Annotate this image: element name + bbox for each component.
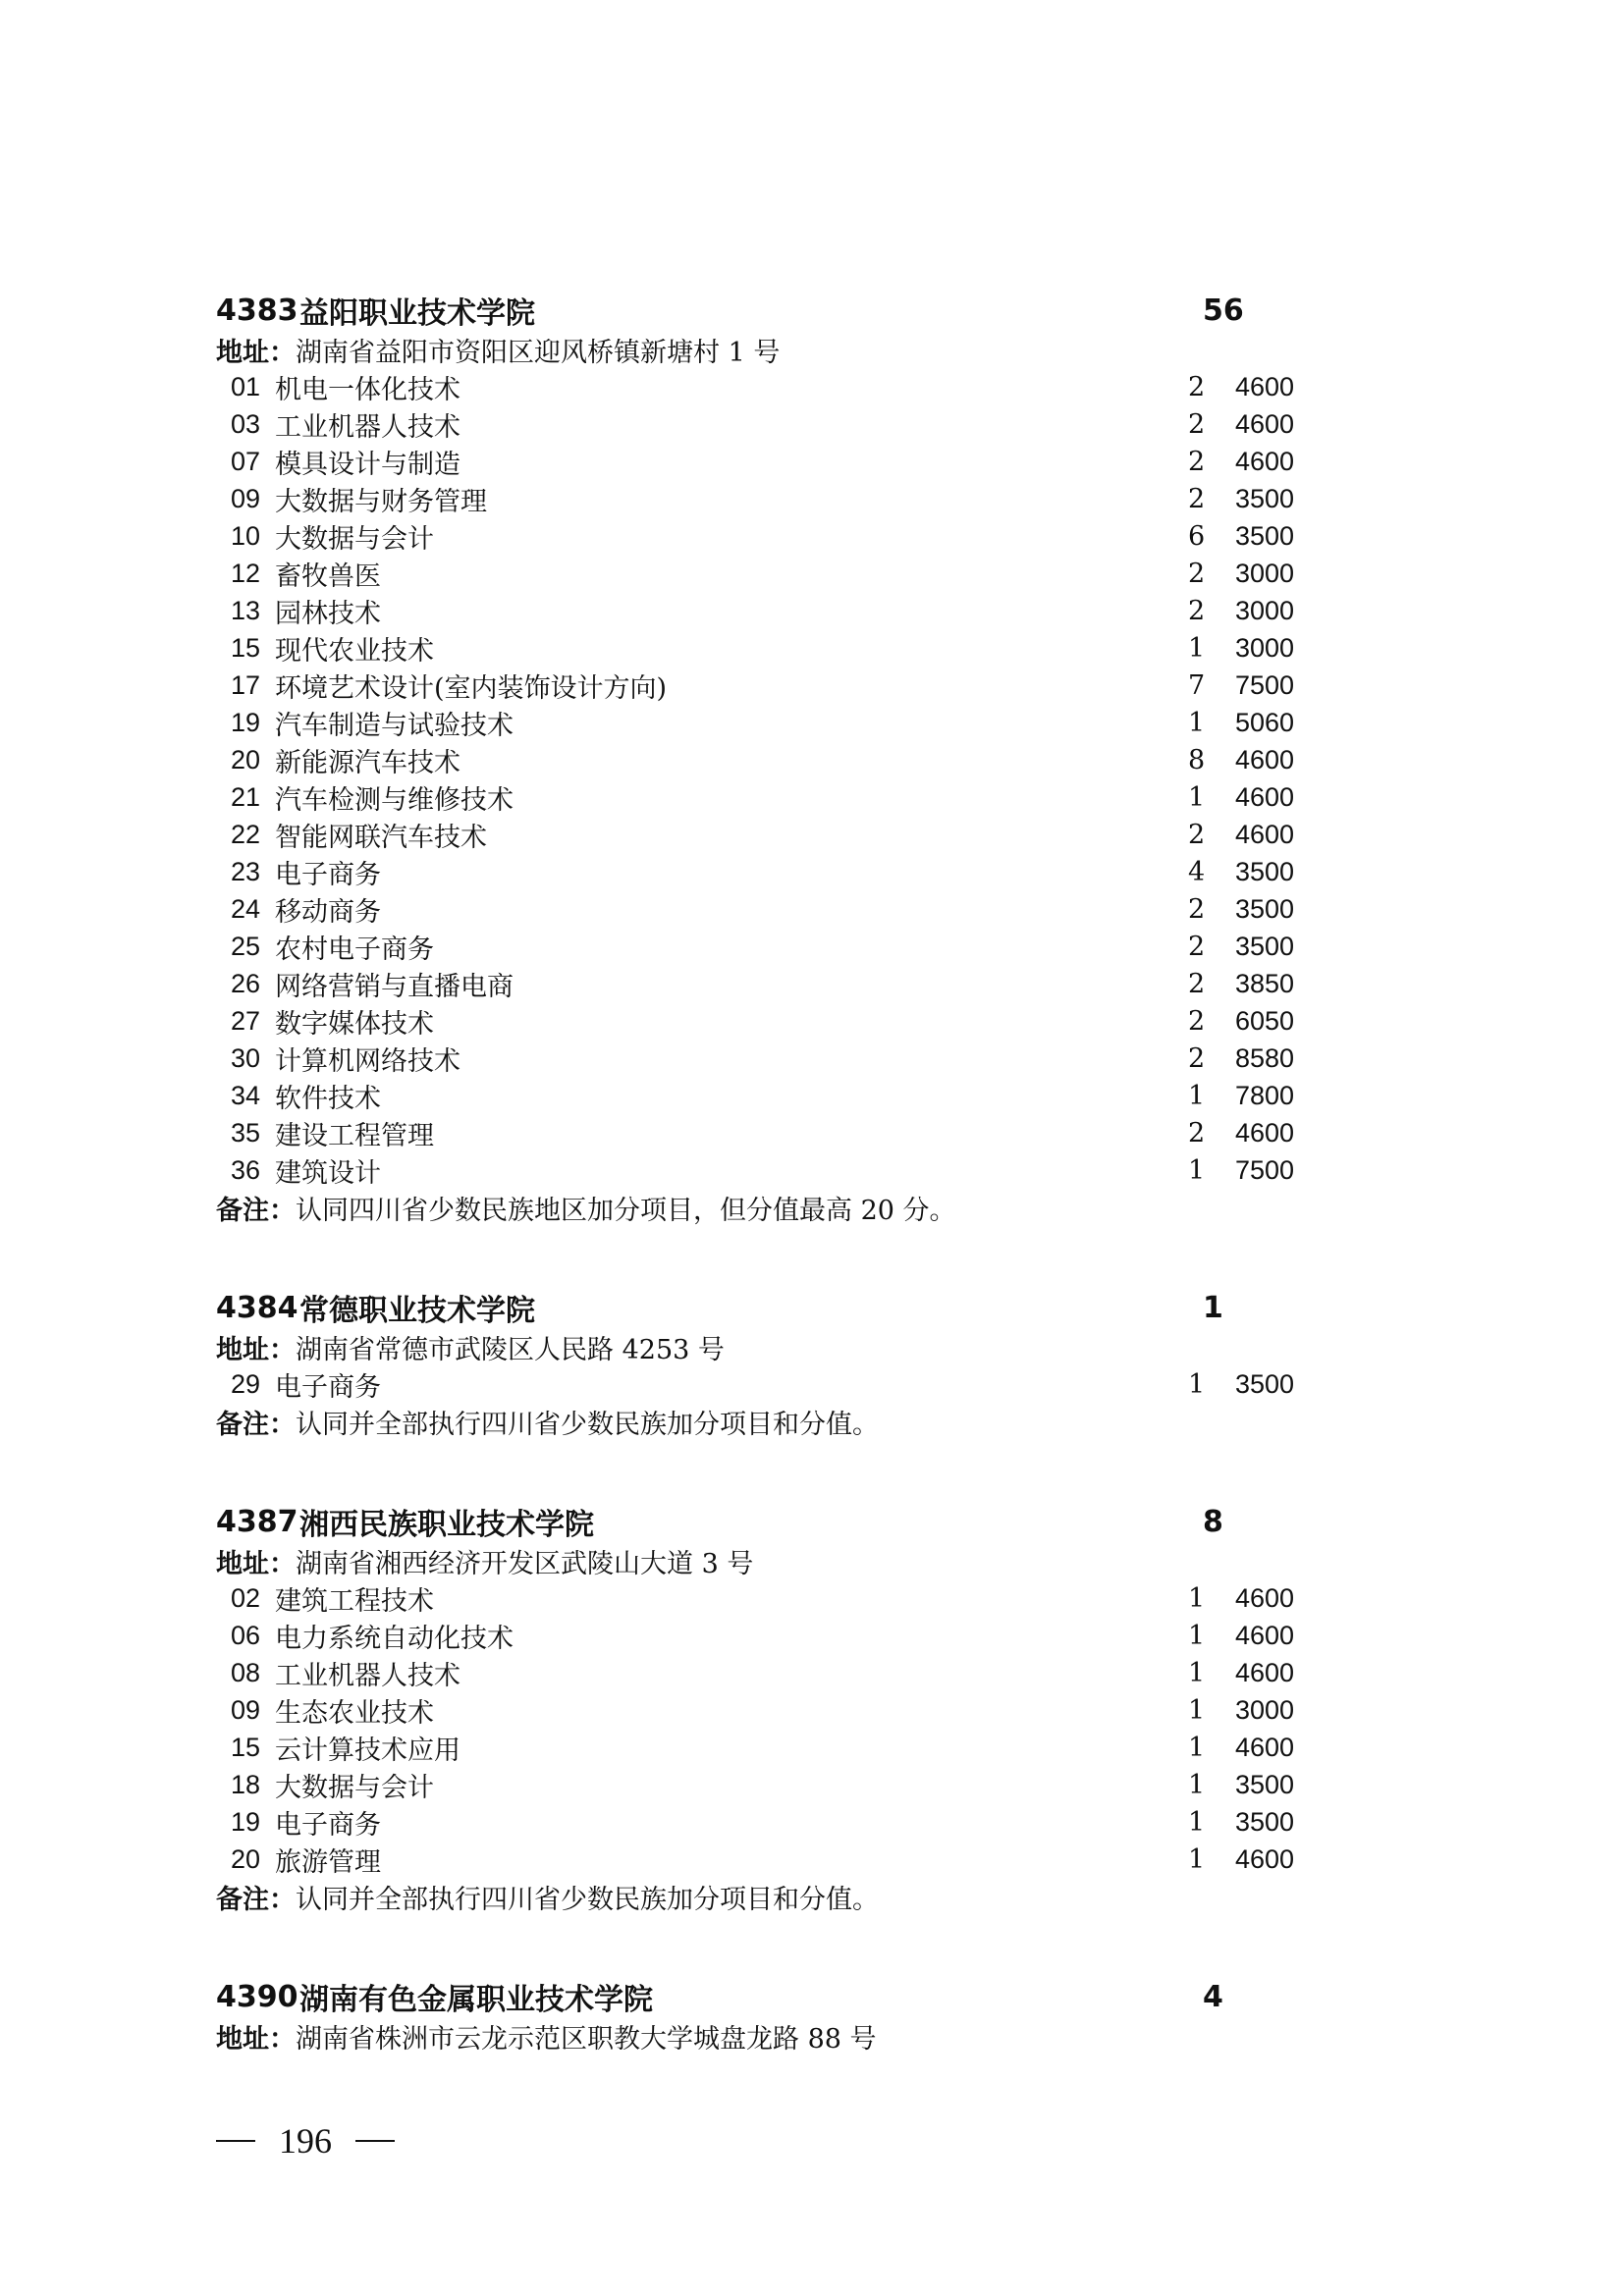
program-code: 23 (231, 856, 261, 886)
program-name: 畜牧兽医 (275, 561, 381, 592)
program-name: 环境艺术设计(室内装饰设计方向) (275, 672, 668, 704)
note-label: 备注： (216, 1195, 296, 1226)
institution-name: 湘西民族职业技术学院 (299, 1508, 594, 1542)
institution-header (216, 1287, 1345, 1328)
address-text: 湖南省湘西经济开发区武陵山大道 3 号 (296, 1548, 754, 1579)
address-label: 地址： (216, 1548, 296, 1579)
program-row (216, 1077, 1345, 1114)
program-name: 工业机器人技术 (275, 1660, 460, 1691)
institution-block (216, 290, 1345, 1226)
program-code: 27 (231, 1005, 261, 1036)
institution-code: 4390 (216, 1979, 298, 2014)
program-quota: 1 (1188, 1806, 1206, 1838)
program-row (216, 853, 1345, 890)
program-name: 建筑设计 (275, 1157, 381, 1189)
program-tuition: 3500 (1235, 893, 1295, 924)
program-tuition: 3500 (1235, 1368, 1295, 1399)
program-code: 10 (231, 520, 261, 551)
program-name: 云计算技术应用 (275, 1735, 460, 1766)
program-code: 22 (231, 819, 261, 849)
program-name: 建筑工程技术 (275, 1585, 434, 1617)
program-name: 工业机器人技术 (275, 411, 460, 443)
program-quota: 1 (1188, 1368, 1206, 1400)
program-row (216, 405, 1345, 443)
program-row (216, 1766, 1345, 1803)
program-tuition: 6050 (1235, 1005, 1295, 1036)
program-quota: 4 (1188, 856, 1206, 887)
program-quota: 6 (1188, 520, 1206, 552)
address-text: 湖南省益阳市资阳区迎风桥镇新塘村 1 号 (296, 337, 781, 368)
program-code: 29 (231, 1368, 261, 1399)
program-name: 电子商务 (275, 1371, 381, 1403)
program-name: 建设工程管理 (275, 1120, 434, 1151)
program-name: 旅游管理 (275, 1846, 381, 1878)
program-row (216, 443, 1345, 480)
program-name: 生态农业技术 (275, 1697, 434, 1729)
address-line (216, 2017, 1345, 2055)
address-label: 地址： (216, 1334, 296, 1365)
program-code: 36 (231, 1154, 261, 1185)
program-quota: 2 (1188, 446, 1206, 477)
program-quota: 1 (1188, 1843, 1206, 1875)
institution-total-quota: 4 (1203, 1979, 1223, 2014)
program-tuition: 3500 (1235, 1806, 1295, 1837)
program-tuition: 7800 (1235, 1080, 1295, 1110)
program-name: 电力系统自动化技术 (275, 1623, 514, 1654)
program-name: 汽车制造与试验技术 (275, 710, 514, 741)
program-tuition: 3500 (1235, 520, 1295, 551)
address-text: 湖南省常德市武陵区人民路 4253 号 (296, 1334, 725, 1365)
program-code: 19 (231, 707, 261, 737)
institution-total-quota: 56 (1203, 293, 1244, 328)
program-name: 计算机网络技术 (275, 1045, 460, 1077)
page-number: 196 (279, 2121, 332, 2161)
program-code: 15 (231, 1732, 261, 1762)
institution-name: 益阳职业技术学院 (299, 296, 535, 331)
program-quota: 1 (1188, 1732, 1206, 1763)
program-name: 智能网联汽车技术 (275, 822, 487, 853)
program-quota: 2 (1188, 1117, 1206, 1148)
program-name: 大数据与会计 (275, 1772, 434, 1803)
institution-header (216, 1976, 1345, 2017)
program-code: 09 (231, 483, 261, 513)
program-quota: 1 (1188, 781, 1206, 813)
program-quota: 1 (1188, 1582, 1206, 1614)
program-row (216, 368, 1345, 405)
program-row (216, 480, 1345, 517)
program-code: 26 (231, 968, 261, 998)
program-tuition: 3500 (1235, 483, 1295, 513)
note-text: 认同并全部执行四川省少数民族加分项目和分值。 (296, 1884, 879, 1915)
program-row (216, 1114, 1345, 1151)
program-code: 18 (231, 1769, 261, 1799)
address-line (216, 331, 1345, 368)
program-row (216, 1040, 1345, 1077)
program-name: 汽车检测与维修技术 (275, 784, 514, 816)
program-code: 06 (231, 1620, 261, 1650)
program-row (216, 704, 1345, 741)
program-name: 新能源汽车技术 (275, 747, 460, 778)
program-tuition: 5060 (1235, 707, 1295, 737)
program-name: 模具设计与制造 (275, 449, 460, 480)
program-row (216, 1691, 1345, 1729)
document-body (216, 290, 1345, 2115)
program-name: 数字媒体技术 (275, 1008, 434, 1040)
program-row (216, 928, 1345, 965)
footer-dash-left (216, 2140, 255, 2142)
program-quota: 8 (1188, 744, 1206, 775)
institution-name: 湖南有色金属职业技术学院 (299, 1983, 653, 2017)
institution-code: 4383 (216, 293, 298, 328)
program-row (216, 1579, 1345, 1617)
program-tuition: 8580 (1235, 1042, 1295, 1073)
program-code: 35 (231, 1117, 261, 1148)
program-tuition: 4600 (1235, 781, 1295, 812)
program-code: 20 (231, 744, 261, 774)
program-quota: 2 (1188, 1005, 1206, 1037)
program-code: 02 (231, 1582, 261, 1613)
program-quota: 1 (1188, 1154, 1206, 1186)
note-line (216, 1189, 1345, 1226)
program-row (216, 1151, 1345, 1189)
program-tuition: 7500 (1235, 1154, 1295, 1185)
program-tuition: 3850 (1235, 968, 1295, 998)
institution-block (216, 1976, 1345, 2055)
note-text: 认同并全部执行四川省少数民族加分项目和分值。 (296, 1409, 879, 1440)
note-label: 备注： (216, 1884, 296, 1915)
program-name: 大数据与会计 (275, 523, 434, 555)
program-tuition: 4600 (1235, 1732, 1295, 1762)
address-label: 地址： (216, 337, 296, 368)
program-row (216, 890, 1345, 928)
program-row (216, 1654, 1345, 1691)
program-row (216, 517, 1345, 555)
note-label: 备注： (216, 1409, 296, 1440)
program-code: 17 (231, 669, 261, 700)
program-quota: 2 (1188, 968, 1206, 999)
program-quota: 1 (1188, 1080, 1206, 1111)
program-tuition: 4600 (1235, 819, 1295, 849)
program-code: 20 (231, 1843, 261, 1874)
program-row (216, 778, 1345, 816)
program-tuition: 3000 (1235, 558, 1295, 588)
program-row (216, 965, 1345, 1002)
institution-name: 常德职业技术学院 (299, 1294, 535, 1328)
page-footer (216, 2120, 395, 2162)
program-name: 电子商务 (275, 859, 381, 890)
program-code: 07 (231, 446, 261, 476)
program-tuition: 7500 (1235, 669, 1295, 700)
program-tuition: 4600 (1235, 1582, 1295, 1613)
program-quota: 1 (1188, 1694, 1206, 1726)
program-quota: 1 (1188, 1620, 1206, 1651)
program-name: 园林技术 (275, 598, 381, 629)
program-tuition: 3500 (1235, 931, 1295, 961)
institution-total-quota: 1 (1203, 1290, 1223, 1325)
address-line (216, 1328, 1345, 1365)
program-name: 网络营销与直播电商 (275, 971, 514, 1002)
address-text: 湖南省株洲市云龙示范区职教大学城盘龙路 88 号 (296, 2023, 877, 2055)
institution-block (216, 1287, 1345, 1440)
program-tuition: 4600 (1235, 408, 1295, 439)
program-name: 农村电子商务 (275, 934, 434, 965)
program-code: 13 (231, 595, 261, 625)
note-text: 认同四川省少数民族地区加分项目，但分值最高 20 分。 (296, 1195, 956, 1226)
program-tuition: 4600 (1235, 371, 1295, 401)
program-row (216, 555, 1345, 592)
program-tuition: 4600 (1235, 446, 1295, 476)
program-code: 15 (231, 632, 261, 663)
program-name: 电子商务 (275, 1809, 381, 1841)
program-row (216, 816, 1345, 853)
program-code: 12 (231, 558, 261, 588)
program-code: 21 (231, 781, 261, 812)
program-quota: 2 (1188, 483, 1206, 514)
program-row (216, 1841, 1345, 1878)
program-row (216, 1803, 1345, 1841)
program-code: 34 (231, 1080, 261, 1110)
program-code: 30 (231, 1042, 261, 1073)
program-quota: 1 (1188, 632, 1206, 664)
program-quota: 2 (1188, 408, 1206, 440)
program-row (216, 741, 1345, 778)
program-quota: 2 (1188, 893, 1206, 925)
program-tuition: 3000 (1235, 595, 1295, 625)
program-tuition: 4600 (1235, 1117, 1295, 1148)
program-name: 大数据与财务管理 (275, 486, 487, 517)
program-tuition: 4600 (1235, 1843, 1295, 1874)
program-tuition: 4600 (1235, 1657, 1295, 1687)
program-tuition: 4600 (1235, 744, 1295, 774)
program-quota: 2 (1188, 819, 1206, 850)
program-quota: 1 (1188, 1657, 1206, 1688)
program-name: 软件技术 (275, 1083, 381, 1114)
program-code: 03 (231, 408, 261, 439)
program-row (216, 1002, 1345, 1040)
program-code: 09 (231, 1694, 261, 1725)
program-quota: 1 (1188, 1769, 1206, 1800)
program-quota: 7 (1188, 669, 1206, 701)
program-row (216, 1617, 1345, 1654)
program-code: 19 (231, 1806, 261, 1837)
program-row (216, 592, 1345, 629)
program-name: 现代农业技术 (275, 635, 434, 667)
program-tuition: 3000 (1235, 1694, 1295, 1725)
institution-header (216, 290, 1345, 331)
note-line (216, 1878, 1345, 1915)
institution-block (216, 1501, 1345, 1915)
program-quota: 2 (1188, 931, 1206, 962)
program-code: 25 (231, 931, 261, 961)
program-code: 01 (231, 371, 261, 401)
address-label: 地址： (216, 2023, 296, 2055)
program-row (216, 1365, 1345, 1403)
program-tuition: 3500 (1235, 856, 1295, 886)
program-name: 机电一体化技术 (275, 374, 460, 405)
program-quota: 2 (1188, 595, 1206, 626)
program-row (216, 629, 1345, 667)
program-quota: 2 (1188, 371, 1206, 402)
program-code: 08 (231, 1657, 261, 1687)
institution-code: 4384 (216, 1290, 298, 1325)
program-name: 移动商务 (275, 896, 381, 928)
institution-header (216, 1501, 1345, 1542)
program-row (216, 667, 1345, 704)
program-tuition: 3500 (1235, 1769, 1295, 1799)
note-line (216, 1403, 1345, 1440)
program-tuition: 4600 (1235, 1620, 1295, 1650)
program-quota: 2 (1188, 558, 1206, 589)
program-tuition: 3000 (1235, 632, 1295, 663)
program-code: 24 (231, 893, 261, 924)
institution-code: 4387 (216, 1504, 298, 1539)
program-quota: 1 (1188, 707, 1206, 738)
footer-dash-right (355, 2140, 395, 2142)
program-quota: 2 (1188, 1042, 1206, 1074)
program-row (216, 1729, 1345, 1766)
address-line (216, 1542, 1345, 1579)
institution-total-quota: 8 (1203, 1504, 1223, 1539)
